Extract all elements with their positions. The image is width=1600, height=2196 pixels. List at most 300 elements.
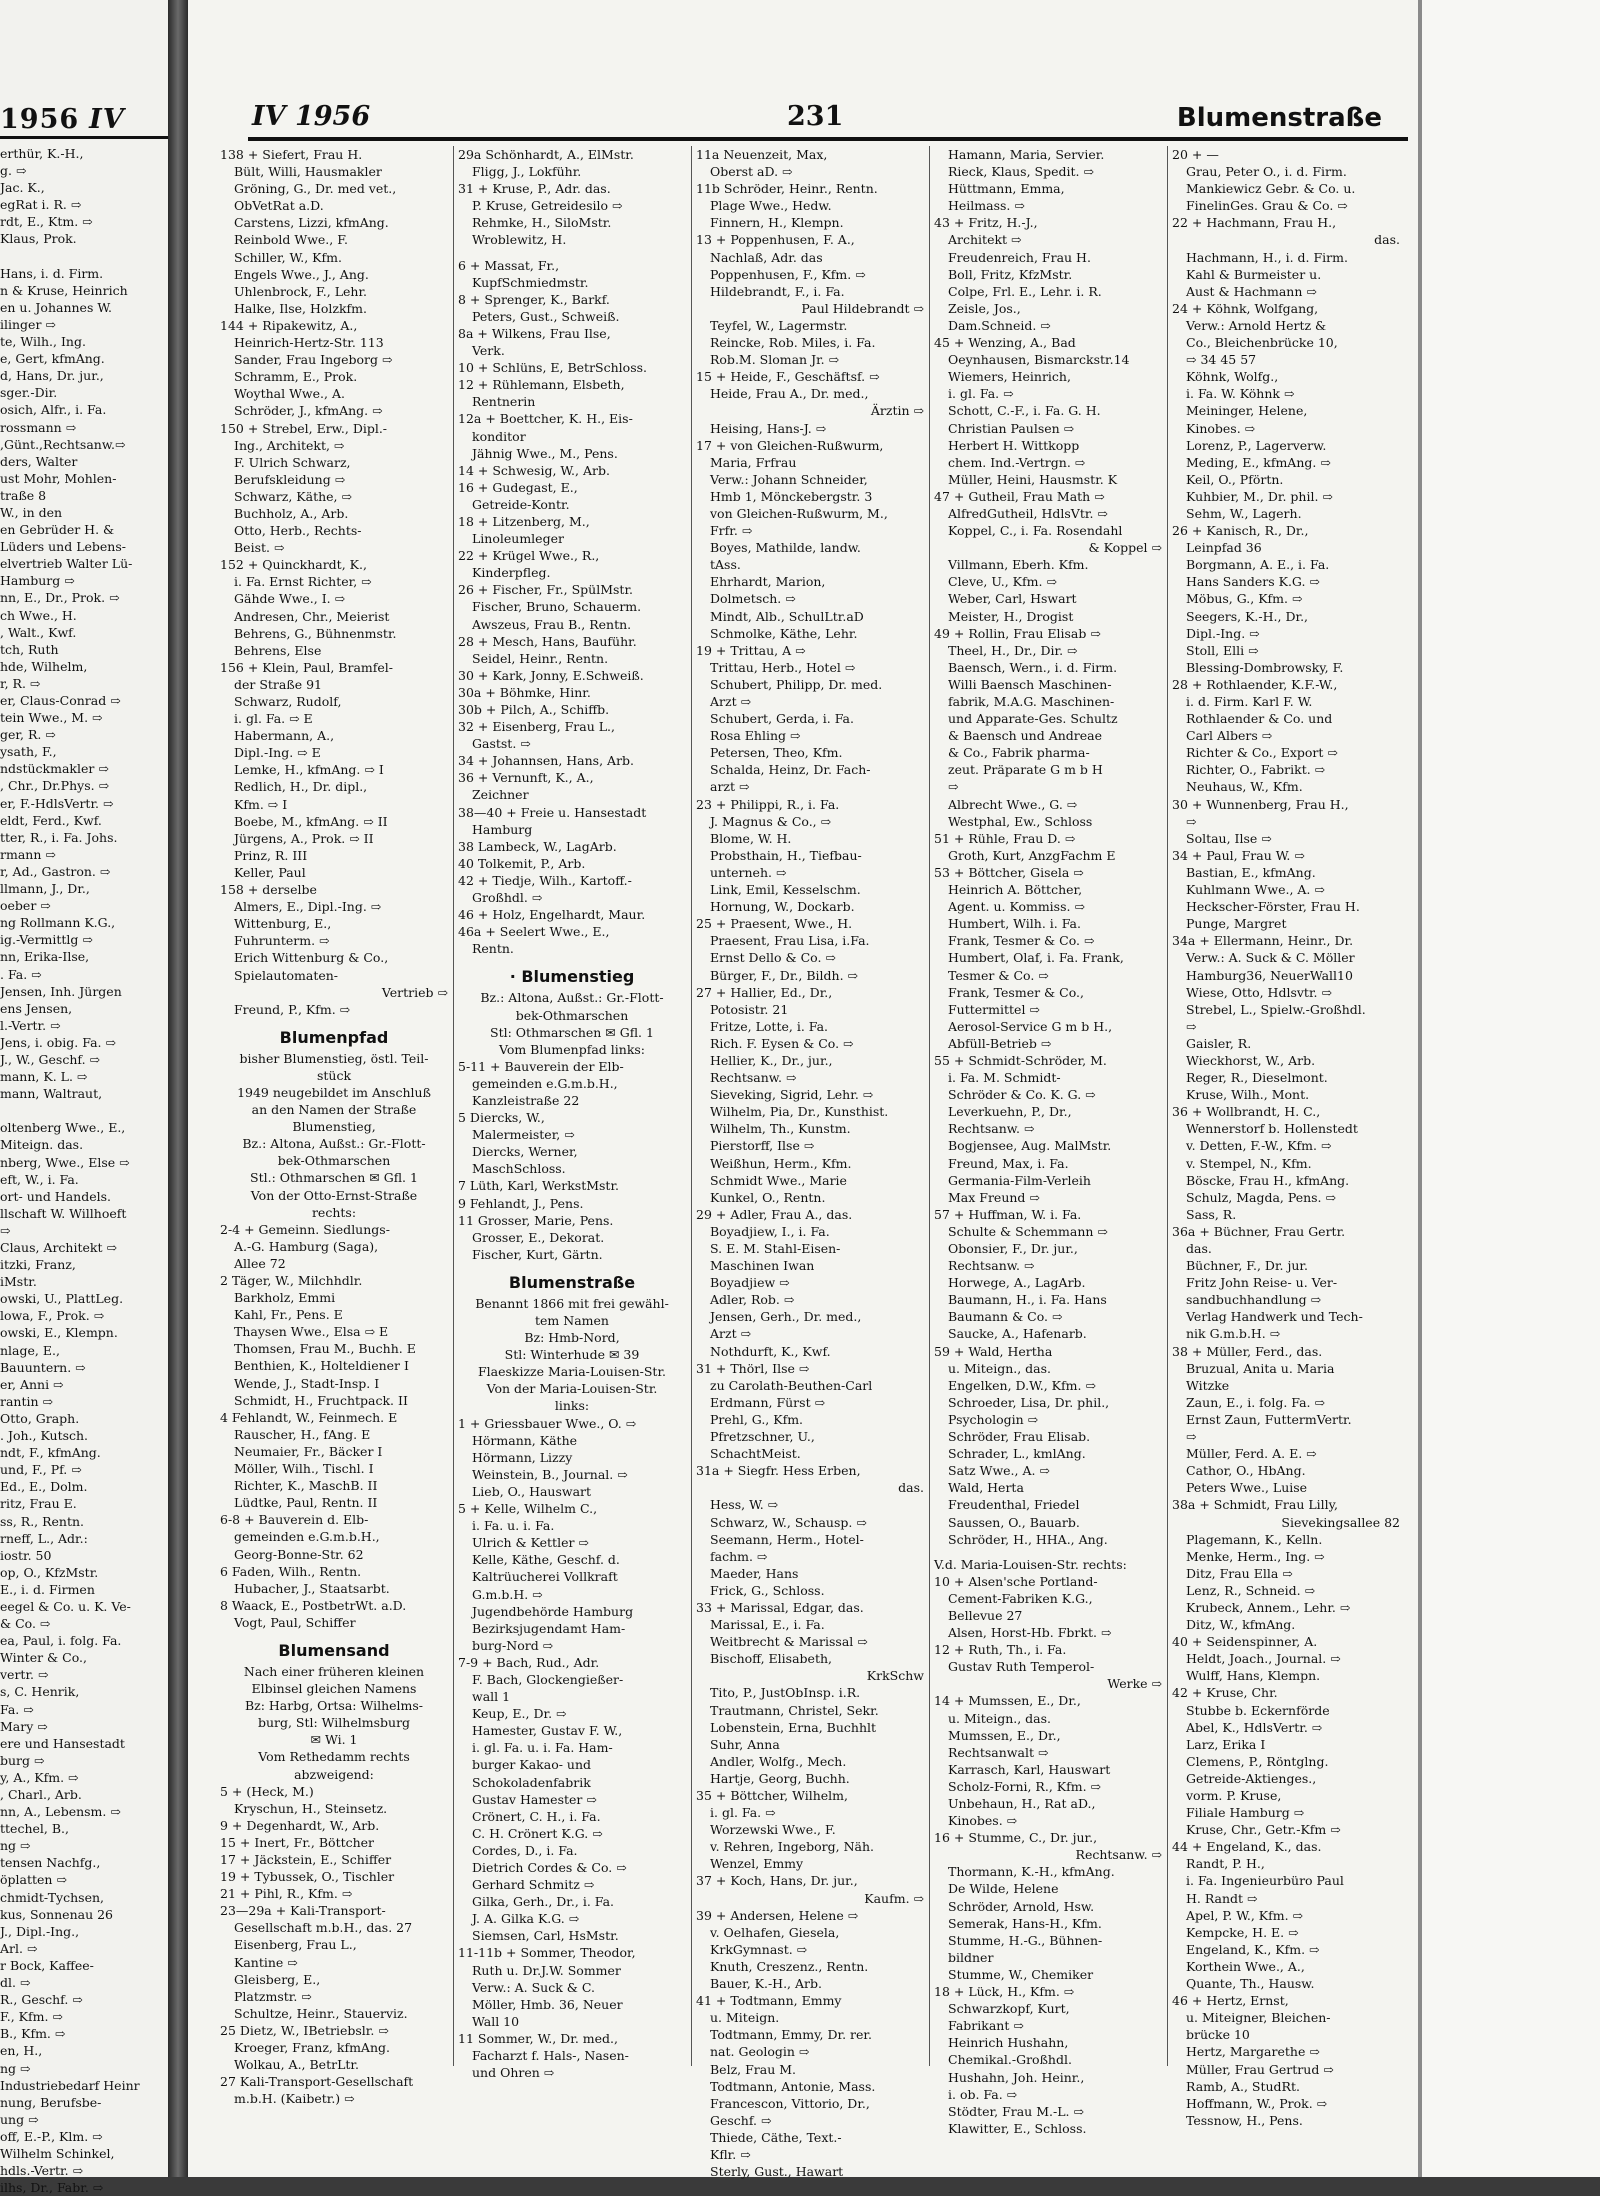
previous-page-line: nn, E., Dr., Prok. ⇨ [0, 590, 120, 606]
directory-resident: Gustav Ruth Temperol- [948, 1659, 1095, 1675]
directory-resident: i. Fa. M. Schmidt- [948, 1070, 1061, 1086]
directory-resident: v. Rehren, Ingeborg, Näh. [710, 1839, 875, 1855]
directory-resident: Otto, Herb., Rechts- [234, 523, 362, 539]
directory-resident: nik G.m.b.H. ⇨ [1186, 1326, 1281, 1342]
house-number-entry: 150 + Strebel, Erw., Dipl.- [220, 420, 388, 436]
directory-resident: Bruzual, Anita u. Maria [1186, 1360, 1335, 1376]
previous-page-line: Bauuntern. ⇨ [0, 1359, 86, 1375]
directory-resident: Boyadjiew, I., i. Fa. [710, 1223, 830, 1239]
directory-resident: Poppenhusen, F., Kfm. ⇨ [710, 266, 866, 282]
directory-resident: Kfm. ⇨ I [234, 796, 288, 812]
previous-page-line: Winter & Co., [0, 1650, 87, 1666]
directory-resident: Weber, Carl, Hswart [948, 591, 1077, 607]
directory-resident: Lorenz, P., Lagerverw. [1186, 437, 1327, 453]
directory-resident: KupfSchmiedmstr. [472, 274, 589, 290]
street-info: ✉ Wi. 1 [310, 1732, 358, 1748]
directory-resident: Futtermittel ⇨ [948, 1001, 1040, 1017]
directory-resident: Behrens, G., Bühnenmstr. [234, 625, 397, 641]
house-number-entry: 42 + Kruse, Chr. [1172, 1685, 1278, 1701]
directory-resident: Seegers, K.-H., Dr., [1186, 608, 1309, 624]
house-number-entry: 26 + Fischer, Fr., SpülMstr. [458, 582, 634, 598]
directory-entry-continuation: Rechtsanw. ⇨ [1075, 1847, 1162, 1863]
house-number-entry: 33 + Marissal, Edgar, das. [696, 1599, 864, 1615]
directory-resident: Engels Wwe., J., Ang. [234, 266, 369, 282]
directory-resident: Max Freund ⇨ [948, 1189, 1040, 1205]
previous-page-line: ders, Walter [0, 453, 78, 469]
house-number-entry: 1 + Griessbauer Wwe., O. ⇨ [458, 1415, 637, 1431]
directory-resident: Adler, Rob. ⇨ [710, 1292, 795, 1308]
directory-resident: Larz, Erika I [1186, 1736, 1266, 1752]
directory-resident: Rechtsanw. ⇨ [710, 1070, 797, 1086]
directory-resident: Engelken, D.W., Kfm. ⇨ [948, 1377, 1096, 1393]
directory-resident: & Co., Fabrik pharma- [948, 745, 1090, 761]
directory-resident: Villmann, Eberh. Kfm. [948, 557, 1089, 573]
house-number-entry: 138 + Siefert, Frau H. [220, 147, 363, 162]
directory-resident: Hamburg [472, 821, 533, 837]
house-number-entry: 27 Kali-Transport-Gesellschaft [220, 2074, 414, 2090]
house-number-entry: 36a + Büchner, Frau Gertr. [1172, 1223, 1346, 1239]
directory-resident: Peters Wwe., Luise [1186, 1480, 1308, 1496]
directory-resident: Wennerstorf b. Hollenstedt [1186, 1121, 1358, 1137]
previous-page-line: Jensen, Inh. Jürgen [0, 983, 122, 999]
street-info: burg, Stl: Wilhelmsburg [257, 1715, 411, 1731]
previous-page-line: hdls.-Vertr. ⇨ [0, 2163, 84, 2179]
previous-page-line: eldt, Ferd., Kwf. [0, 812, 102, 828]
directory-resident: Kempcke, H. E. ⇨ [1186, 1924, 1299, 1940]
directory-resident: Hess, W. ⇨ [710, 1497, 779, 1513]
house-number-entry: 34a + Ellermann, Heinr., Dr. [1172, 933, 1354, 949]
previous-page-line: sger.-Dir. [0, 385, 58, 401]
directory-resident: Frank, Tesmer & Co., [948, 984, 1084, 1000]
column-3 [696, 146, 924, 2180]
directory-resident: u. Miteigner, Bleichen- [1186, 2010, 1331, 2026]
directory-resident: Ditz, Frau Ella ⇨ [1186, 1565, 1293, 1581]
directory-resident: Prinz, R. III [234, 847, 308, 863]
column-2 [458, 146, 686, 2081]
directory-resident: Beist. ⇨ [234, 540, 285, 556]
street-info: Nach einer früheren kleinen [243, 1663, 425, 1679]
directory-resident: Barkholz, Emmi [234, 1290, 336, 1306]
directory-resident: Vogt, Paul, Schiffer [234, 1614, 356, 1630]
directory-resident: Müller, Ferd. A. E. ⇨ [1186, 1446, 1317, 1462]
directory-resident: Abel, K., HdlsVertr. ⇨ [1186, 1719, 1323, 1735]
directory-resident: ⇨ [1186, 1429, 1197, 1445]
house-number-entry: 46 + Hertz, Ernst, [1172, 1993, 1289, 2009]
house-number-entry: 11 Grosser, Marie, Pens. [458, 1212, 614, 1228]
house-number-entry: 17 + Jäckstein, E., Schiffer [220, 1852, 392, 1867]
previous-page-line: . Joh., Kutsch. [0, 1428, 89, 1444]
directory-resident: Ditz, W., kfmAng. [1186, 1617, 1296, 1633]
directory-resident: Cleve, U., Kfm. ⇨ [948, 574, 1057, 590]
directory-resident: Punge, Margret [1186, 916, 1287, 932]
directory-resident: i. gl. Fa. ⇨ [948, 386, 1014, 402]
previous-page-line: dl. ⇨ [0, 1975, 31, 1991]
directory-resident: Habermann, A., [234, 728, 335, 744]
directory-resident: Richter, O., Fabrikt. ⇨ [1186, 762, 1326, 778]
directory-resident: Lieb, O., Hauswart [472, 1483, 592, 1499]
street-info: Bz.: Altona, Außst.: Gr.-Flott- [480, 990, 664, 1006]
directory-resident: Bastian, E., kfmAng. [1186, 864, 1316, 880]
directory-resident: Lüdtke, Paul, Rentn. II [234, 1495, 378, 1511]
directory-resident: Worzewski Wwe., F. [710, 1822, 836, 1838]
street-info: Von der Otto-Ernst-Straße [250, 1187, 418, 1203]
house-number-entry: 144 + Ripakewitz, A., [220, 317, 358, 333]
section-break [458, 249, 686, 257]
previous-page-line: tensen Nachfg., [0, 1855, 101, 1871]
house-number-entry: 18 + Lück, H., Kfm. ⇨ [934, 1984, 1075, 2000]
column-4 [934, 146, 1162, 2137]
directory-resident: Hushahn, Joh. Heinr., [948, 2069, 1085, 2085]
column-divider [1167, 146, 1168, 2066]
directory-resident: Heinrich-Hertz-Str. 113 [234, 335, 384, 351]
directory-resident: Lemke, H., kfmAng. ⇨ I [234, 762, 384, 778]
directory-resident: Architekt ⇨ [948, 232, 1022, 248]
house-number-entry: 11b Schröder, Heinr., Rentn. [696, 181, 878, 197]
directory-resident: Fischer, Bruno, Schauerm. [472, 599, 642, 615]
directory-resident: Keil, O., Pförtn. [1186, 471, 1284, 487]
directory-resident: Carl Albers ⇨ [1186, 728, 1273, 744]
directory-resident: i. ob. Fa. ⇨ [948, 2086, 1018, 2102]
directory-resident: Verk. [472, 343, 505, 359]
street-info: rechts: [311, 1204, 357, 1220]
previous-page-line: ch Wwe., H. [0, 607, 77, 623]
column-1 [220, 146, 448, 2107]
house-number-entry: 6-8 + Bauverein d. Elb- [220, 1512, 369, 1528]
previous-page-line: ust Mohr, Mohlen- [0, 470, 117, 486]
section-break [220, 1018, 448, 1026]
directory-resident: Rentnerin [472, 394, 536, 410]
directory-resident: Obonsier, F., Dr. jur., [948, 1241, 1078, 1256]
directory-resident: i. Fa. Ernst Richter, ⇨ [234, 574, 372, 590]
directory-resident: Blessing-Dombrowsky, F. [1186, 659, 1344, 675]
previous-page-line: Hamburg ⇨ [0, 573, 75, 589]
previous-page-line: e, Gert, kfmAng. [0, 351, 105, 367]
house-number-entry: 7-9 + Bach, Rud., Adr. [458, 1654, 600, 1670]
directory-resident: sandbuchhandlung ⇨ [1186, 1292, 1322, 1308]
directory-resident: Meininger, Helene, [1186, 403, 1308, 419]
directory-resident: S. E. M. Stahl-Eisen- [710, 1241, 841, 1256]
previous-page-line: ilinger ⇨ [0, 316, 56, 332]
directory-resident: Theel, H., Dr., Dir. ⇨ [948, 642, 1078, 658]
directory-resident: Maeder, Hans [710, 1565, 799, 1581]
directory-resident: A.-G. Hamburg (Saga), [234, 1238, 379, 1254]
street-info: Stl: Winterhude ✉ 39 [504, 1347, 640, 1363]
directory-resident: m.b.H. (Kaibetr.) ⇨ [234, 2091, 355, 2107]
directory-resident: Benthien, K., Holteldiener I [234, 1358, 409, 1374]
directory-resident: Ernst Zaun, FuttermVertr. [1186, 1411, 1352, 1427]
house-number-entry: 5 Diercks, W., [458, 1110, 545, 1126]
directory-resident: Ernst Dello & Co. ⇨ [710, 950, 836, 966]
directory-resident: Allee 72 [234, 1255, 286, 1271]
directory-resident: Bürger, F., Dr., Bildh. ⇨ [710, 967, 859, 983]
house-number-entry: 156 + Klein, Paul, Bramfel- [220, 659, 394, 675]
directory-resident: Thaysen Wwe., Elsa ⇨ E [234, 1324, 389, 1340]
directory-resident: Buchholz, A., Arb. [234, 505, 349, 521]
previous-page-line: rantin ⇨ [0, 1393, 53, 1409]
directory-resident: v. Oelhafen, Giesela, [710, 1924, 840, 1940]
directory-resident: Peters, Gust., Schweiß. [472, 308, 620, 324]
column-5 [1172, 146, 1400, 2129]
house-number-entry: 28 + Rothlaender, K.F.-W., [1172, 676, 1338, 692]
section-break [458, 1263, 686, 1271]
directory-resident: Sehm, W., Lagerh. [1186, 505, 1302, 521]
directory-resident: Müller, Frau Gertrud ⇨ [1186, 2061, 1334, 2077]
directory-resident: Frick, G., Schloss. [710, 1582, 825, 1598]
directory-resident: Möller, Wilh., Tischl. I [234, 1461, 374, 1477]
directory-entry-continuation: Werke ⇨ [1107, 1676, 1162, 1692]
directory-entry-continuation: Vertrieb ⇨ [381, 984, 448, 1000]
page-header [252, 101, 1382, 135]
directory-resident: Ulrich & Kettler ⇨ [472, 1535, 589, 1551]
directory-resident: gemeinden e.G.m.b.H., [472, 1075, 618, 1091]
directory-resident: Thormann, K.-H., kfmAng. [948, 1864, 1115, 1880]
directory-resident: Hubacher, J., Staatsarbt. [234, 1580, 390, 1596]
directory-resident: Humbert, Wilh. i. Fa. [948, 916, 1081, 932]
previous-page-line: nberg, Wwe., Else ⇨ [0, 1154, 130, 1170]
house-number-entry: 5 + Kelle, Wilhelm C., [458, 1501, 598, 1517]
previous-page-line: Otto, Graph. [0, 1410, 80, 1426]
previous-page-line: chmidt-Tychsen, [0, 1889, 104, 1905]
directory-resident: Schmolke, Käthe, Lehr. [710, 625, 858, 641]
previous-page-line: egRat i. R. ⇨ [0, 197, 82, 213]
directory-resident: Rentn. [472, 941, 514, 957]
house-number-entry: 21 + Pihl, R., Kfm. ⇨ [220, 1886, 353, 1902]
directory-resident: Aust & Hachmann ⇨ [1186, 283, 1317, 299]
previous-page-strip [0, 0, 168, 2196]
directory-resident: Horwege, A., LagArb. [948, 1275, 1086, 1291]
street-info: Stl: Othmarschen ✉ Gfl. 1 [490, 1024, 654, 1040]
directory-resident: Schramm, E., Prok. [234, 369, 358, 385]
directory-resident: Bischoff, Elisabeth, [710, 1651, 832, 1667]
directory-resident: Heinrich Hushahn, [948, 2035, 1069, 2051]
directory-resident: Hamann, Maria, Servier. [948, 147, 1105, 162]
street-info: stück [316, 1067, 352, 1083]
directory-resident: Heising, Hans-J. ⇨ [710, 420, 827, 436]
directory-resident: Gaisler, R. [1186, 1035, 1252, 1051]
directory-resident: Zeisle, Jos., [948, 300, 1021, 316]
house-number-entry: 15 + Inert, Fr., Böttcher [220, 1834, 375, 1850]
previous-page-line [0, 248, 160, 265]
directory-resident: Stödter, Frau M.-L. ⇨ [948, 2103, 1084, 2119]
directory-resident: Suhr, Anna [710, 1736, 780, 1752]
house-number-entry: 20 + — [1172, 147, 1219, 162]
directory-resident: Petersen, Theo, Kfm. [710, 745, 843, 761]
house-number-entry: 31a + Siegfr. Hess Erben, [696, 1463, 861, 1479]
previous-page-line: r, R. ⇨ [0, 675, 41, 691]
directory-resident: Platzmstr. ⇨ [234, 1988, 312, 2004]
directory-resident: Redlich, H., Dr. dipl., [234, 779, 368, 795]
directory-resident: Plage Wwe., Hedw. [710, 198, 832, 214]
directory-resident: Randt, P. H., [1186, 1856, 1265, 1872]
previous-page-line: rdt, E., Ktm. ⇨ [0, 214, 93, 230]
directory-resident: Schroeder, Lisa, Dr. phil., [948, 1394, 1110, 1410]
directory-resident: P. Kruse, Getreidesilo ⇨ [472, 198, 623, 214]
directory-resident: Freudenreich, Frau H. [948, 249, 1091, 265]
previous-page-line: kus, Sonnenau 26 [0, 1906, 114, 1922]
directory-resident: Engeland, K., Kfm. ⇨ [1186, 1941, 1320, 1957]
directory-resident: Gähde Wwe., I. ⇨ [234, 591, 346, 607]
house-number-entry: 47 + Gutheil, Frau Math ⇨ [934, 488, 1105, 504]
directory-resident: Fritze, Lotte, i. Fa. [710, 1018, 829, 1034]
previous-page-line: ens Jensen, [0, 1000, 73, 1016]
directory-resident: Kinobes. ⇨ [1186, 420, 1256, 436]
directory-resident: Freund, P., Kfm. ⇨ [234, 1001, 351, 1017]
house-number-entry: 30 + Kark, Jonny, E.Schweiß. [458, 667, 644, 683]
directory-resident: zu Carolath-Beuthen-Carl [710, 1377, 873, 1393]
directory-resident: Prehl, G., Kfm. [710, 1411, 804, 1427]
directory-resident: und Apparate-Ges. Schultz [948, 711, 1118, 727]
previous-page-line: Miteign. das. [0, 1137, 84, 1153]
house-number-entry: 11 Sommer, W., Dr. med., [458, 2030, 618, 2046]
directory-resident: Wald, Herta [948, 1480, 1024, 1496]
street-info: Vom Blumenpfad links: [498, 1041, 646, 1057]
house-number-entry: 158 + derselbe [220, 882, 317, 898]
previous-page-line: ysath, F., [0, 744, 57, 760]
directory-resident: Awszeus, Frau B., Rentn. [472, 616, 632, 632]
house-number-entry: 5 + (Heck, M.) [220, 1783, 314, 1799]
directory-resident: Alsen, Horst-Hb. Fbrkt. ⇨ [948, 1625, 1112, 1641]
directory-entry-continuation: Ärztin ⇨ [870, 403, 924, 419]
previous-page-line: n & Kruse, Heinrich [0, 282, 128, 298]
house-number-entry: 19 + Tybussek, O., Tischler [220, 1869, 395, 1885]
directory-resident: v. Stempel, N., Kfm. [1186, 1155, 1312, 1171]
directory-resident: Ehrhardt, Marion, [710, 574, 826, 590]
directory-resident: Christian Paulsen ⇨ [948, 420, 1075, 436]
directory-resident: Rob.M. Sloman Jr. ⇨ [710, 352, 840, 368]
house-number-entry: 13 + Poppenhusen, F. A., [696, 232, 855, 248]
house-number-entry: 16 + Gudegast, E., [458, 479, 578, 495]
previous-page-line: Claus, Architekt ⇨ [0, 1240, 117, 1255]
house-number-entry: 51 + Rühle, Frau D. ⇨ [934, 830, 1076, 846]
house-number-entry: 39 + Andersen, Helene ⇨ [696, 1907, 859, 1923]
house-number-entry: 36 + Vernunft, K., A., [458, 770, 594, 786]
directory-resident: Chemikal.-Großhdl. [948, 2052, 1072, 2068]
directory-resident: Rehmke, H., SiloMstr. [472, 215, 612, 231]
directory-resident: i. Fa. u. i. Fa. [472, 1518, 555, 1534]
directory-resident: Schubert, Gerda, i. Fa. [710, 711, 854, 727]
directory-resident: Boyadjiew ⇨ [710, 1275, 790, 1291]
previous-page-line: elvertrieb Walter Lü- [0, 556, 133, 572]
directory-resident: Uhlenbrock, F., Lehr. [234, 283, 368, 299]
house-number-entry: 49 + Rollin, Frau Elisab ⇨ [934, 625, 1101, 641]
house-number-entry: 2-4 + Gemeinn. Siedlungs- [220, 1221, 390, 1237]
directory-resident: chem. Ind.-Vertrgn. ⇨ [948, 454, 1086, 470]
directory-resident: ⇨ 34 45 57 [1186, 352, 1257, 368]
house-number-entry: 29 + Adler, Frau A., das. [696, 1206, 853, 1222]
directory-resident: Fuhrunterm. ⇨ [234, 933, 330, 949]
directory-resident: Verw.: A. Suck & C. Möller [1186, 950, 1355, 966]
directory-resident: Wiese, Otto, Hdlsvtr. ⇨ [1186, 984, 1332, 1000]
previous-page-line: op, O., KfzMstr. [0, 1564, 99, 1580]
directory-resident: Wall 10 [472, 2013, 520, 2029]
previous-page-line: tter, R., i. Fa. Johs. [0, 829, 118, 845]
previous-page-line: ung ⇨ [0, 2111, 39, 2127]
directory-resident: Dam.Schneid. ⇨ [948, 317, 1051, 333]
directory-resident: ⇨ [1186, 1018, 1197, 1034]
previous-page-line: Industriebedarf Heinr [0, 2077, 140, 2093]
directory-resident: Maria, Frfrau [710, 454, 797, 470]
directory-resident: Kflr. ⇨ [710, 2146, 751, 2162]
previous-page-line: Hans, i. d. Firm. [0, 265, 104, 281]
directory-resident: Wulff, Hans, Klempn. [1186, 1668, 1321, 1684]
street-info: Bz: Harbg, Ortsa: Wilhelms- [244, 1698, 424, 1714]
directory-resident: Schwarz, Rudolf, [234, 694, 342, 709]
directory-resident: Boebe, M., kfmAng. ⇨ II [234, 813, 388, 829]
directory-resident: Kanzleistraße 22 [472, 1092, 580, 1108]
previous-page-line: d, Hans, Dr. jur., [0, 368, 104, 384]
directory-resident: Jugendbehörde Hamburg [472, 1603, 634, 1619]
directory-resident: Neuhaus, W., Kfm. [1186, 779, 1303, 795]
house-number-entry: 59 + Wald, Hertha [934, 1343, 1053, 1359]
previous-page-line: ndstückmakler ⇨ [0, 761, 109, 777]
house-number-entry: 16 + Stumme, C., Dr. jur., [934, 1830, 1098, 1846]
directory-resident: Co., Bleichenbrücke 10, [1186, 335, 1338, 351]
previous-page-line: ttechel, B., [0, 1821, 69, 1837]
directory-resident: Hachmann, H., i. d. Firm. [1186, 249, 1348, 265]
directory-resident: Germania-Film-Verleih [948, 1172, 1091, 1188]
previous-page-line: Jac. K., [0, 180, 45, 196]
directory-resident: Rothlaender & Co. und [1186, 711, 1333, 727]
directory-resident: Fabrikant ⇨ [948, 2018, 1024, 2034]
directory-resident: Meding, E., kfmAng. ⇨ [1186, 454, 1331, 470]
directory-resident: Mumssen, E., Dr., [948, 1727, 1061, 1743]
directory-resident: ⇨ [1186, 813, 1197, 829]
street-info: Blumenstieg, [292, 1119, 376, 1135]
directory-resident: J. A. Gilka K.G. ⇨ [472, 1911, 580, 1927]
previous-page-line: , Chr., Dr.Phys. ⇨ [0, 778, 110, 794]
house-number-entry: 34 + Paul, Frau W. ⇨ [1172, 847, 1305, 863]
street-info: bisher Blumenstieg, östl. Teil- [239, 1050, 429, 1066]
directory-resident: ObVetRat a.D. [234, 198, 324, 214]
previous-page-line: vertr. ⇨ [0, 1667, 49, 1683]
directory-resident: FinelinGes. Grau & Co. ⇨ [1186, 198, 1348, 214]
directory-resident: Bezirksjugendamt Ham- [472, 1620, 626, 1636]
directory-resident: Kuhlmann Wwe., A. ⇨ [1186, 882, 1325, 898]
directory-resident: Geschf. ⇨ [710, 2112, 772, 2128]
previous-page-line: & Co. ⇨ [0, 1616, 51, 1632]
previous-page-line: ng ⇨ [0, 2060, 31, 2076]
previous-page-line: öplatten ⇨ [0, 1872, 67, 1888]
directory-resident: Kantine ⇨ [234, 1954, 298, 1970]
directory-resident: Francescon, Vittorio, Dr., [710, 2095, 870, 2111]
directory-resident: Rechtsanwalt ⇨ [948, 1744, 1049, 1760]
directory-resident: Ruth u. Dr.J.W. Sommer [472, 1962, 621, 1978]
directory-resident: Stumme, W., Chemiker [948, 1966, 1094, 1982]
house-number-entry: 12a + Boettcher, K. H., Eis- [458, 411, 633, 427]
directory-resident: Gröning, G., Dr. med vet., [234, 181, 397, 197]
house-number-entry: 4 Fehlandt, W., Feinmech. E [220, 1409, 398, 1425]
directory-resident: Cement-Fabriken K.G., [948, 1590, 1093, 1606]
directory-resident: Wiemers, Heinrich, [948, 369, 1071, 385]
previous-page-line: J., Dipl.-Ing., [0, 1923, 80, 1939]
directory-resident: Crönert, C. H., i. Fa. [472, 1808, 601, 1824]
previous-page-line: r, Ad., Gastron. ⇨ [0, 863, 111, 879]
previous-page-line: nn, A., Lebensm. ⇨ [0, 1804, 121, 1820]
directory-resident: Soltau, Ilse ⇨ [1186, 830, 1272, 846]
street-heading: Blumenstraße [508, 1272, 636, 1292]
directory-entry-continuation: KrkSchw [866, 1668, 924, 1684]
directory-resident: Krubeck, Annem., Lehr. ⇨ [1186, 1599, 1351, 1615]
previous-page-line: eft, W., i. Fa. [0, 1171, 79, 1187]
previous-page-line: l.-Vertr. ⇨ [0, 1017, 61, 1033]
previous-page-line: , Charl., Arb. [0, 1787, 82, 1802]
directory-resident: Strebel, L., Spielw.-Großhdl. [1186, 1001, 1366, 1017]
street-heading: Blumensand [278, 1640, 390, 1660]
house-number-entry: 8a + Wilkens, Frau Ilse, [458, 325, 611, 341]
directory-resident: Link, Emil, Kesselschm. [710, 882, 861, 898]
previous-page-line: ig.-Vermittlg ⇨ [0, 932, 93, 948]
directory-resident: Böscke, Frau H., kfmAng. [1186, 1172, 1350, 1188]
